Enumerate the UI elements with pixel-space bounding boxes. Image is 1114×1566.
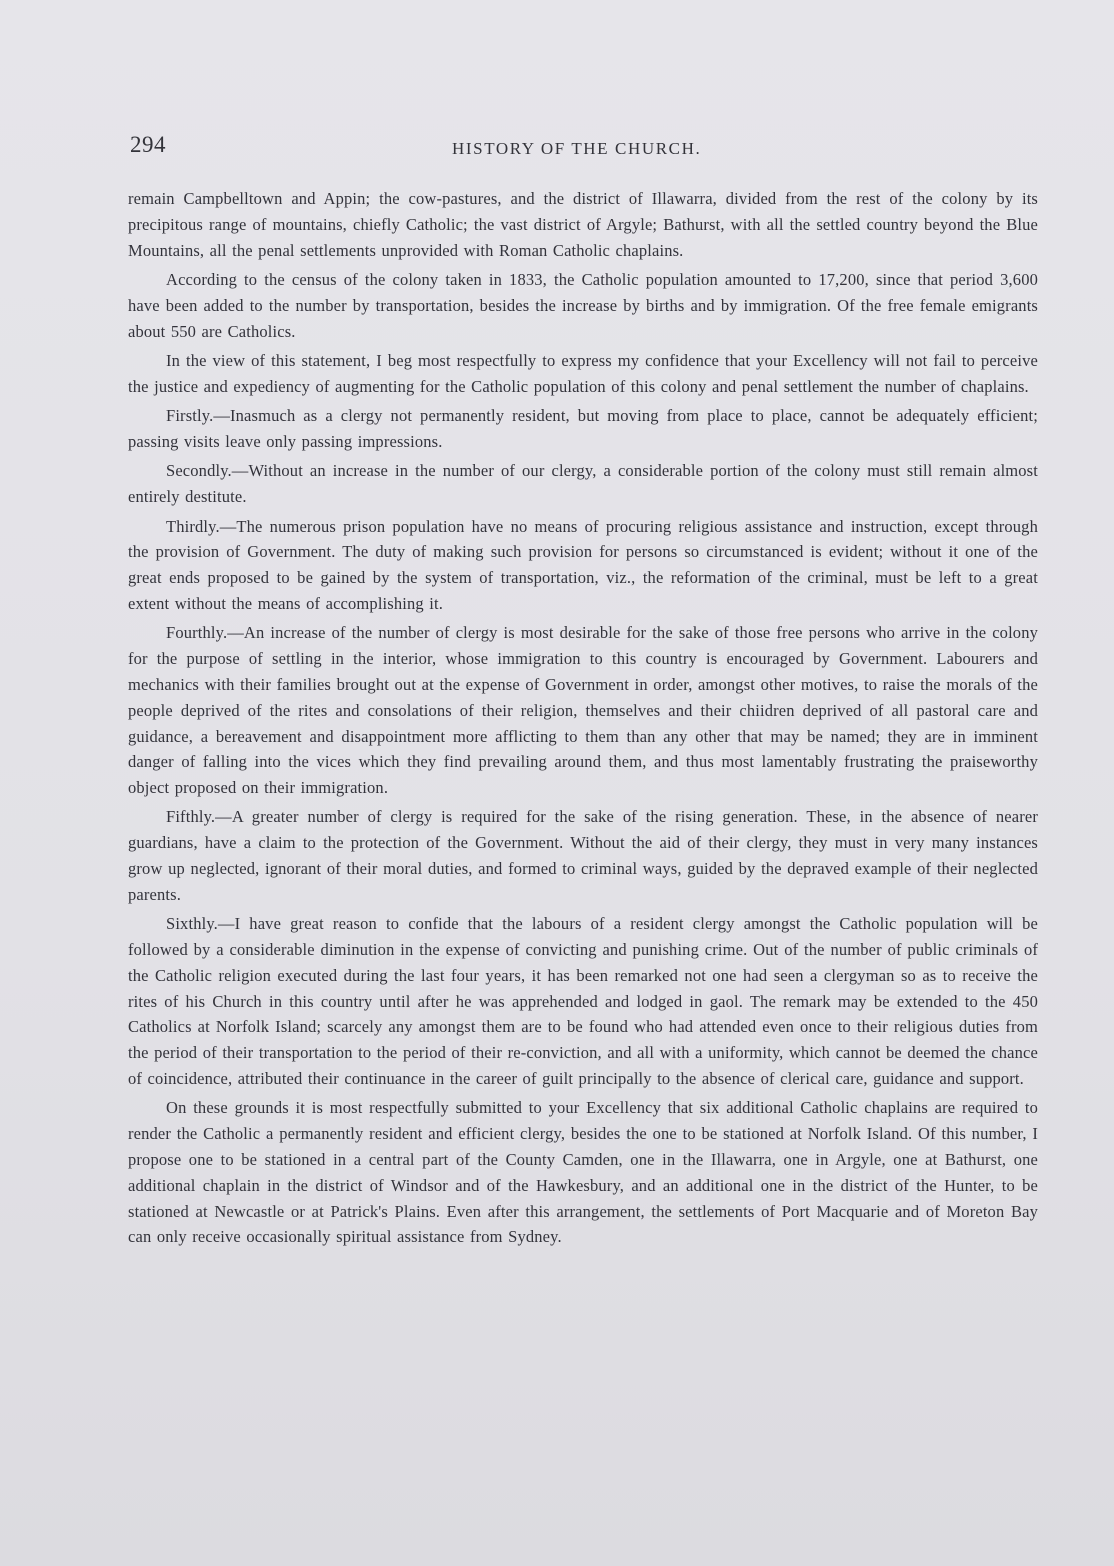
paragraph-firstly: Firstly.—Inasmuch as a clergy not permanently resident, but moving from place to place, cannot be adequately efficient; passing visits leave only passing impressions. — [128, 406, 1038, 451]
paragraph-secondly: Secondly.—Without an increase in the number of our clergy, a considerable portion of the colony must still remain almost entirely destitute. — [128, 461, 1038, 507]
paragraph-continued: remain Campbelltown and Appin; the cow-pastures, and the district of Illawarra, divided from the rest of the colony by its precipitous range of mountains, chiefly Catholic; the vast district of Argyle; Bathurst, with all the settled country beyond the Blue Mountains, all the penal settlements unprovided with Roman Catholic chaplains. — [128, 189, 1038, 260]
page-number: 294 — [130, 132, 166, 157]
paragraph-conclusion: On these grounds it is most respectfully submitted to your Excellency that six additional Catholic chaplains are required to render the Catholic a permanently resident and efficient clergy, besides the one to be stationed at Norfolk Island. Of this number, I propose one to be stationed in a central part of the County Camden, one in the Illawarra, one in Argyle, one at Bathurst, one additional chaplain in the district of Windsor and of the Hawkesbury, and an additional one in the district of the Hunter, to be stationed at Newcastle or at Patrick's Plains. Even after this arrangement, the settlements of Port Macquarie and of Moreton Bay can only receive occasionally spiritual assistance from Sydney. — [128, 1098, 1038, 1247]
paragraph-fifthly: Fifthly.—A greater number of clergy is required for the sake of the rising generation. These, in the absence of nearer guardians, have a claim to the protection of the Government. Without the aid of their clergy, they must in very many instances grow up neglected, ignorant of their moral duties, and formed to criminal ways, guided by the depraved example of their neglected parents. — [128, 807, 1038, 904]
page-header — [130, 132, 1036, 162]
running-title: HISTORY OF THE CHURCH. — [452, 139, 702, 158]
paragraph-thirdly: Thirdly.—The numerous prison population have no means of procuring religious assistance and instruction, except through the provision of Government. The duty of making such provision for persons so circumstanced is evident; without it one of the great ends proposed to be gained by the system of transportation, viz., the reformation of the criminal, must be left to a great extent without the means of accomplishing it. — [128, 516, 1038, 613]
paragraph-statement: In the view of this statement, I beg most respectfully to express my confidence that your Excellency will not fail to perceive the justice and expediency of augmenting for the Catholic population of this colony and penal settlement the number of chaplains. — [128, 350, 1038, 396]
paragraph-fourthly: Fourthly.—An increase of the number of clergy is most desirable for the sake of those free persons who arrive in the colony for the purpose of settling in the interior, whose immigration to this country is encouraged by Government. Labourers and mechanics with their families brought out at the expense of Government in order, amongst other motives, to raise the morals of the people deprived of the rites and consolations of their religion, themselves and their chiidren deprived of all pastoral care and guidance, a bereavement and disappointment more afflicting to them than any other that may be named; they are in imminent danger of falling into the vices which they find prevailing around them, and thus most lamentably frustrating the praiseworthy object proposed on their immigration. — [128, 623, 1038, 798]
body-text — [128, 186, 1038, 1254]
paragraph-census: According to the census of the colony taken in 1833, the Catholic population amounted to 17,200, since that period 3,600 have been added to the number by transportation, besides the increase by births and by immigration. Of the free female emigrants about 550 are Catholics. — [128, 269, 1038, 341]
paragraph-sixthly: Sixthly.—I have great reason to confide that the labours of a resident clergy amongst the Catholic population will be followed by a considerable diminution in the expense of convicting and punishing crime. Out of the number of public criminals of the Catholic religion executed during the last four years, it has been remarked not one had seen a clergyman so as to receive the rites of his Church in this country until after he was apprehended and lodged in gaol. The remark may be extended to the 450 Catholics at Norfolk Island; scarcely any amongst them are to be found who had attended even once to their religious duties from the period of their transportation to the period of their re-conviction, and all with a uniformity, which cannot be deemed the chance of coincidence, attributed their continuance in the career of guilt principally to the absence of clerical care, guidance and support. — [128, 914, 1038, 1089]
